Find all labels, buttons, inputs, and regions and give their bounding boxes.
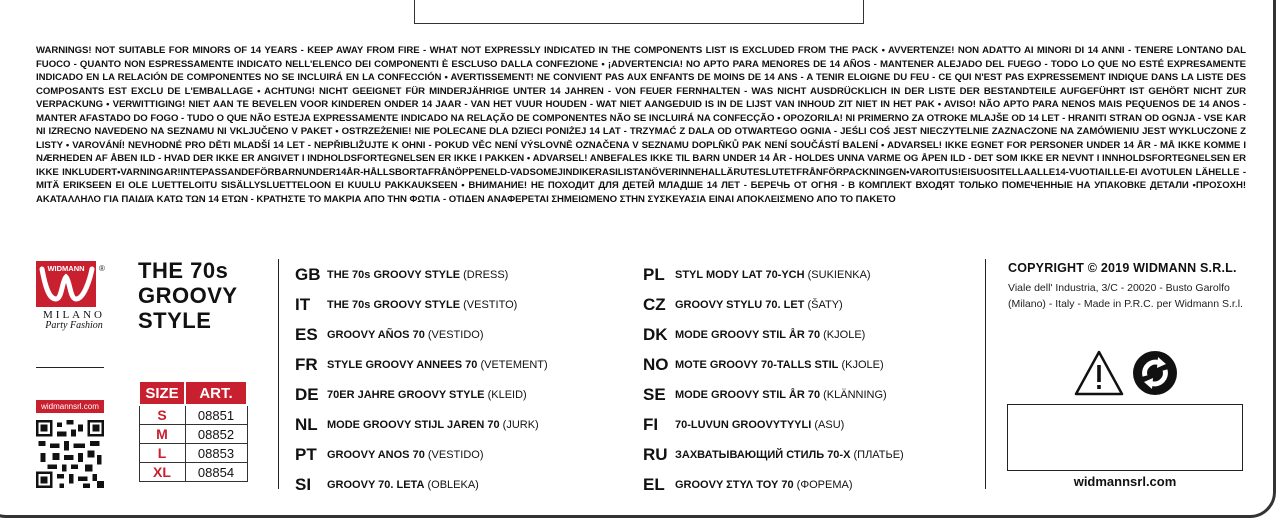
- warnings-text: WARNINGS! NOT SUITABLE FOR MINORS OF 14 YEARS - KEEP AWAY FROM FIRE - WHAT NOT EXPRESSLY INDICATED IN THE COMPONENTS LIST IS EXCLUDED FROM THE PACK • AVVERTENZE! NON ADATTO AI MINORI DI 14 ANNI - TENERE LONTANO DAL FUOCO - QUANTO NON ESPRESSAMENTE INDICATO NELL'ELENCO DEI COMPONENTI È ESCLUSO DALLA CONFEZIONE • ¡ADVERTENCIA! NO APTO PARA MENORES DE 14 AÑOS - MANTENER ALEJADO DEL FUEGO - TODO LO QUE NO ESTÉ EXPRESAMENTE INDICADO EN LA RELACIÓN DE COMPONENTES NO SE INCLUIRÁ EN LA CONFECCIÓN • AVERTISSEMENT! NE CONVIENT PAS AUX ENFANTS DE MOINS DE 14 ANS - A TENIR ELOIGNE DU FEU - CE QUI N'EST PAS EXPRESSEMENT INDIQUE DANS LA LISTE DES COMPOSANTS EST EXCLU DE L'EMBALLAGE • ACHTUNG! NICHT GEEIGNET FÜR MINDERJÄHRIGE UNTER 14 JAHREN - VON FEUER FERNHALTEN - WAS NICHT AUSDRÜCKLICH IN DER LISTE DER BESTANDTEILE AUFGEFÜHRT IST GEHÖRT NICHT ZUR VERPACKUNG • VERWITTIGING! NIET AAN TE BEVELEN VOOR KINDEREN ONDER 14 JAAR - VAN HET VUUR HOUDEN - WAT NIET AANGEDUID IS IN DE LIJST VAN INHOUD ZIT NIET IN HET PAK • AVISO! NÃO APTO PARA NENOS MAIS PEQUENOS DE 14 ANOS - MANTER AFASTADO DO FOGO - TUDO O QUE NÃO ESTEJA EXPRESSAMENTE INDICADO NA RELAÇÃO DE COMPONENTES NÃO SE INCLUIRÁ NA CONFECÇÃO • OPOZORILA! NI PRIMERNO ZA OTROKE MLAJŠE OD 14 LET - HRANITI STRAN OD OGNJA - VSE KAR NI IZRECNO NAVEDENO NA SEZNAMU NI VKLJUČENO V PAKET • OSTRZEŻENIE! NIE POLECANE DLA DZIECI PONIŻEJ 14 LAT - TRZYMAĆ Z DALA OD OTWARTEGO OGNIA - JEŚLI COŚ JEST NIECZYTELNIE ZAZNACZONE NA ZAMÓWIENIU JEST WYKLUCZONE Z LISTY • VAROVÁNÍ! NEVHODNÉ PRO DĚTI MLADŠÍ 14 LET - NEPŘIBLIŽUJTE K OHNI - POKUD VĚC NENÍ VÝSLOVNĚ OZNAČENA V SEZNAMU DOPLŇKŮ PAK NENÍ SOUČÁSTÍ BALENÍ • ADVARSEL! IKKE EGNET FOR PERSONER UNDER 14 ÅR - MÅ IKKE KOMME I NÆRHEDEN AF ÅBEN ILD - HVAD DER IKKE ER ANGIVET I INDHOLDSFORTEGNELSEN ER IKKE I PAKKEN • ADVARSEL! ANBEFALES IKKE TIL BARN UNDER 14 ÅR - HOLDES UNNA VARME OG ÅPEN ILD - DET SOM IKKE ER NEVNT I INNHOLDSFORTEGNELSEN ER IKKE INKLUDERT•VARNINGAR!INTEPASSANDEFÖRBARNUNDER14ÅR-HÅLLSBORTAFRÅNÖPPENELD-VADSOMEJINDIKERASILISTANÖVERINNEHALLÄRUTESLUTETFRÅNFÖRPACKNINGEN•VAROITUS!EISUOSITELLAALLE14-VUOTIAILLE-EI AVOTULEN LÄHELLE - MITÄ ERIKSEEN EI OLE LUETTELOITU SISÄLLYSLUETTELOON EI KUULU PAKKAUKSEEN • ВНИМАНИЕ! НЕ ПОХОДИТ ДЛЯ ДЕТЕЙ МЛАДШЕ 14 ЛЕТ - БЕРЕЧЬ ОТ ОГНЯ - В КОМПЛЕКТ ВХОДЯТ ТОЛЬКО ПОМЕЧЕННЫЕ НА УПАКОВКЕ ДЕТАЛИ •ΠΡΟΣΟΧΗ! ΑΚΑΤΑΛΛΗΛΟ ΓΙΑ ΠΑΙΔΙΆ ΚΑΤΩ ΤΩΝ 14 ΕΤΩΝ - ΚΡΑΤΗΣΤΕ ΤΟ ΜΑΚΡΙΑ ΑΠΟ ΤΗΝ ΦΩΤΙΑ - ΟΤΙΔΕΝ ΑΝΑΦΕΡΕΤΑΙ ΣΗΜΕΙΩΜΕΝΟ ΣΤΗΝ ΣΥΣΚΕΥΑΣΙΑ ΕΙΝΑΙ ΑΠΟΚΛΕΙΣΜΕΝΟ ΑΠΟ ΤΟ ΠΑΚΕΤΟ: [36, 45, 1246, 205]
- product-title-line: STYLE: [138, 308, 212, 333]
- qr-code-icon: [36, 420, 104, 488]
- lang-type: (KJOLE): [841, 359, 884, 371]
- language-list-left: [295, 260, 635, 500]
- lang-type: (KJOLE): [823, 329, 866, 341]
- lang-type: (VETEMENT): [480, 359, 548, 371]
- lang-name: GROOVY 70. LETA: [327, 479, 425, 491]
- list-item: [643, 290, 983, 320]
- list-item: [643, 260, 983, 290]
- lang-name: THE 70s GROOVY STYLE: [327, 269, 461, 281]
- lang-code: RU: [643, 445, 668, 464]
- lang-name: THE 70s GROOVY STYLE: [327, 299, 461, 311]
- lang-code: SE: [643, 385, 666, 404]
- lang-code: PT: [295, 445, 317, 464]
- divider: [985, 259, 986, 489]
- lang-code: CZ: [643, 295, 666, 314]
- list-item: [295, 320, 635, 350]
- lang-type: (KLÄNNING): [823, 389, 887, 401]
- site-badge: widmannsrl.com: [36, 400, 104, 413]
- divider: [278, 259, 279, 489]
- lang-type: (VESTITO): [463, 299, 518, 311]
- product-title: [138, 258, 268, 333]
- list-item: [643, 470, 983, 500]
- product-title-line: GROOVY: [138, 283, 238, 308]
- list-item: [295, 380, 635, 410]
- table-row: [139, 444, 247, 463]
- lang-code: FI: [643, 415, 659, 434]
- lang-name: GROOVY AÑOS 70: [327, 329, 425, 341]
- lang-name: STYL MODY LAT 70-YCH: [675, 269, 805, 281]
- lang-name: GROOVY STYLU 70. LET: [675, 299, 805, 311]
- size-cell: L: [139, 444, 185, 463]
- registered-mark: ®: [99, 264, 105, 273]
- lang-type: (DRESS): [463, 269, 509, 281]
- lang-code: FR: [295, 355, 318, 374]
- copyright: COPYRIGHT © 2019 WIDMANN S.R.L.: [1008, 261, 1237, 275]
- lang-name: MODE GROOVY STIJL JAREN 70: [327, 419, 500, 431]
- product-title-line: THE 70s: [138, 258, 229, 283]
- lang-type: (SUKIENKA): [807, 269, 871, 281]
- lang-code: GB: [295, 265, 321, 284]
- list-item: [295, 350, 635, 380]
- art-cell: 08851: [185, 405, 247, 425]
- art-cell: 08854: [185, 463, 247, 482]
- art-cell: 08853: [185, 444, 247, 463]
- lang-type: (VESTIDO): [427, 449, 484, 461]
- list-item: [643, 410, 983, 440]
- art-header: ART.: [185, 381, 247, 405]
- lang-type: (ПЛАТЬЕ): [853, 449, 904, 461]
- lang-code: DE: [295, 385, 319, 404]
- table-row: [139, 405, 247, 425]
- lang-name: ЗАХВАТЫВАЮЩИЙ СТИЛЬ 70-Х: [675, 449, 851, 461]
- lang-code: NL: [295, 415, 318, 434]
- lang-type: (ŠATY): [807, 299, 843, 311]
- lang-name: MOTE GROOVY 70-TALLS STIL: [675, 359, 839, 371]
- lang-code: ES: [295, 325, 318, 344]
- lang-name: 70-LUVUN GROOVYTYYLI: [675, 419, 812, 431]
- list-item: [643, 380, 983, 410]
- address: Viale dell' Industria, 3/C - 20020 - Busto Garolfo (Milano) - Italy - Made in P.R.C. per Widmann S.r.l.: [1008, 282, 1243, 310]
- lang-code: PL: [643, 265, 665, 284]
- lang-type: (ΦΟΡΕΜΑ): [796, 479, 853, 491]
- size-cell: M: [139, 425, 185, 444]
- blank-box: [1007, 404, 1243, 471]
- lang-type: (JURK): [502, 419, 539, 431]
- lang-type: (OBLEKA): [427, 479, 479, 491]
- art-cell: 08852: [185, 425, 247, 444]
- lang-type: (KLEID): [487, 389, 527, 401]
- lang-code: DK: [643, 325, 668, 344]
- lang-code: SI: [295, 475, 312, 494]
- table-row: [139, 463, 247, 482]
- list-item: [295, 410, 635, 440]
- lang-type: (VESTIDO): [427, 329, 484, 341]
- divider: [36, 367, 104, 368]
- language-list-right: [643, 260, 983, 500]
- list-item: [643, 350, 983, 380]
- logo-tagline: Party Fashion: [45, 320, 103, 331]
- list-item: [295, 290, 635, 320]
- lang-code: NO: [643, 355, 669, 374]
- top-box: [414, 0, 864, 24]
- lang-name: GROOVY ANOS 70: [327, 449, 425, 461]
- list-item: [643, 320, 983, 350]
- logo-city: MILANO: [43, 309, 105, 321]
- size-header: SIZE: [139, 381, 185, 405]
- widmann-logo-icon: [36, 261, 108, 307]
- list-item: [295, 260, 635, 290]
- recycle-icon: [1132, 350, 1178, 396]
- size-cell: XL: [139, 463, 185, 482]
- lang-type: (ASU): [814, 419, 845, 431]
- lang-code: EL: [643, 475, 665, 494]
- logo-text: WIDMANN: [47, 264, 85, 273]
- list-item: [295, 440, 635, 470]
- website: widmannsrl.com: [1073, 474, 1177, 489]
- lang-name: GROOVY ΣΤΥΛ ΤΟΥ 70: [675, 479, 794, 491]
- lang-code: IT: [295, 295, 311, 314]
- brand-logo: [36, 261, 112, 331]
- size-table: [138, 380, 248, 482]
- lang-name: MODE GROOVY STIL ÅR 70: [675, 329, 821, 341]
- lang-name: STYLE GROOVY ANNEES 70: [327, 359, 478, 371]
- size-cell: S: [139, 405, 185, 425]
- list-item: [643, 440, 983, 470]
- warning-triangle-icon: [1074, 350, 1124, 396]
- table-row: [139, 425, 247, 444]
- lang-name: 70ER JAHRE GROOVY STYLE: [327, 389, 485, 401]
- list-item: [295, 470, 635, 500]
- lang-name: MODE GROOVY STIL ÅR 70: [675, 389, 821, 401]
